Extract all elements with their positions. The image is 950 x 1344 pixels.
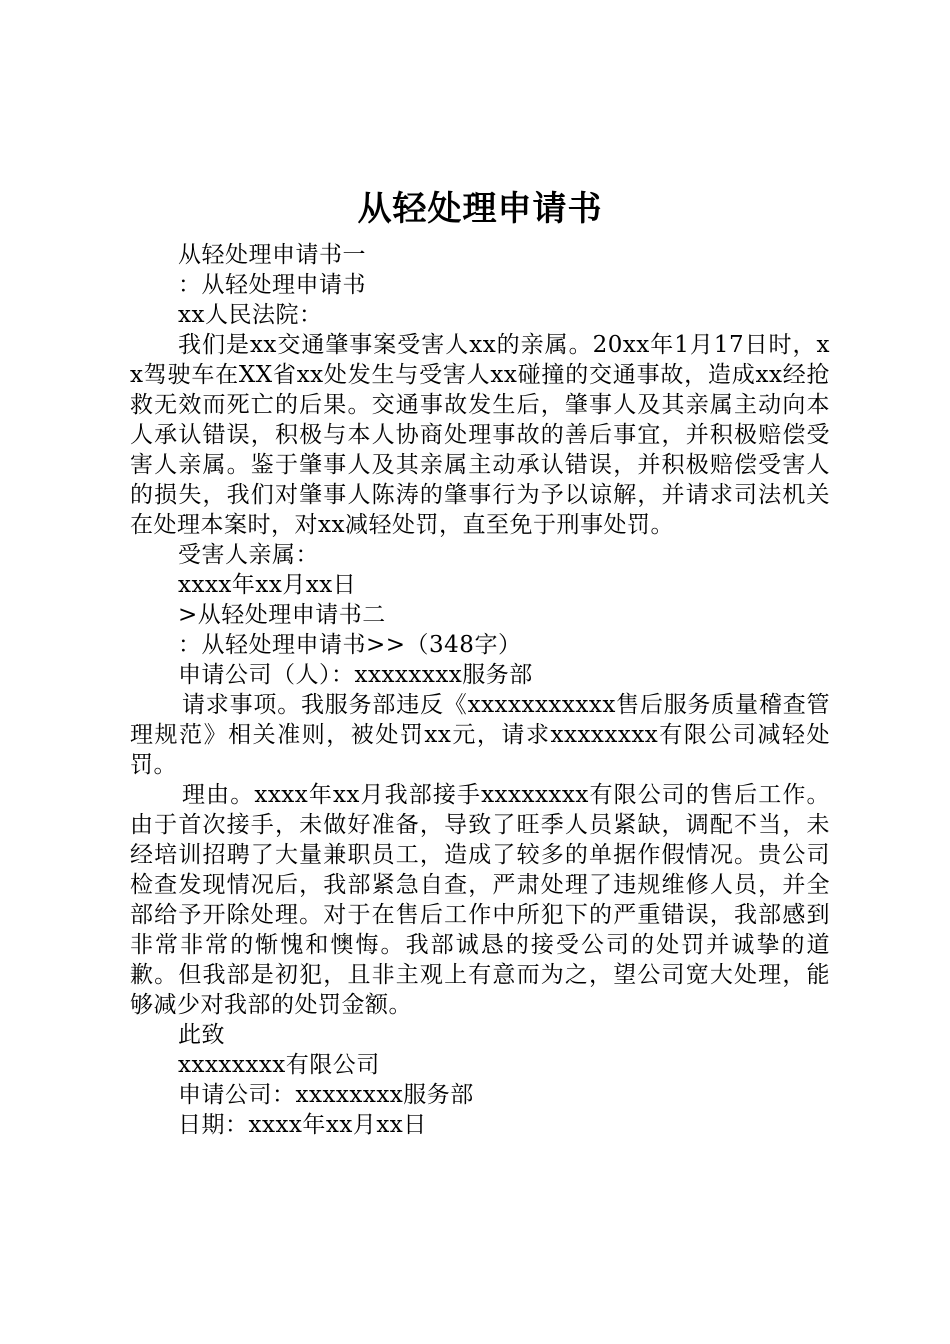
- document-page: [130, 180, 830, 1140]
- paragraph-section-one-heading: 从轻处理申请书一: [178, 242, 366, 268]
- document-title: 从轻处理申请书: [357, 189, 603, 229]
- paragraph-applicant: 申请公司（人）：xxxxxxxx服务部: [178, 662, 533, 688]
- paragraph-signature-one: 受害人亲属：: [178, 542, 319, 568]
- paragraph-subtitle-one: ：从轻处理申请书: [178, 272, 366, 298]
- paragraph-section-two-heading: >从轻处理申请书二: [178, 602, 386, 628]
- paragraph-body-one: 我们是xx交通肇事案受害人xx的亲属。20xx年1月17日时，xx驾驶车在XX省xx处发生与受害人xx碰撞的交通事故，造成xx经抢救无效而死亡的后果。交通事故发生后，肇事人及其亲属主动向本人承认错误，积极与本人协商处理事故的善后事宜，并积极赔偿受害人亲属。鉴于肇事人及其亲属主动承认错误，并积极赔偿受害人的损失，我们对肇事人陈涛的肇事行为予以谅解，并请求司法机关在处理本案时，对xx减轻处罚，直至免于刑事处罚。: [130, 332, 830, 538]
- paragraph-reason: 理由。xxxx年xx月我部接手xxxxxxxx有限公司的售后工作。由于首次接手，未做好准备，导致了旺季人员紧缺，调配不当，未经培训招聘了大量兼职员工，造成了较多的单据作假情况。贵公司检查发现情况后，我部紧急自查，严肃处理了违规维修人员，并全部给予开除处理。对于在售后工作中所犯下的严重错误，我部感到非常非常的惭愧和懊悔。我部诚恳的接受公司的处罚并诚挚的道歉。但我部是初犯，且非主观上有意而为之，望公司宽大处理，能够减少对我部的处罚金额。: [130, 782, 830, 1018]
- paragraph-closing: 此致: [178, 1022, 225, 1048]
- paragraph-subtitle-two: ：从轻处理申请书>>（348字）: [178, 632, 522, 658]
- paragraph-addressee: xx人民法院：: [178, 302, 323, 328]
- paragraph-applicant-company: 申请公司：xxxxxxxx服务部: [178, 1082, 474, 1108]
- paragraph-request: 请求事项。我服务部违反《xxxxxxxxxxx售后服务质量稽查管理规范》相关准则，被处罚xx元，请求xxxxxxxx有限公司减轻处罚。: [130, 692, 830, 778]
- paragraph-date-two: 日期：xxxx年xx月xx日: [178, 1112, 427, 1138]
- paragraph-recipient-company: xxxxxxxx有限公司: [178, 1052, 380, 1078]
- paragraph-date-one: xxxx年xx月xx日: [178, 572, 357, 598]
